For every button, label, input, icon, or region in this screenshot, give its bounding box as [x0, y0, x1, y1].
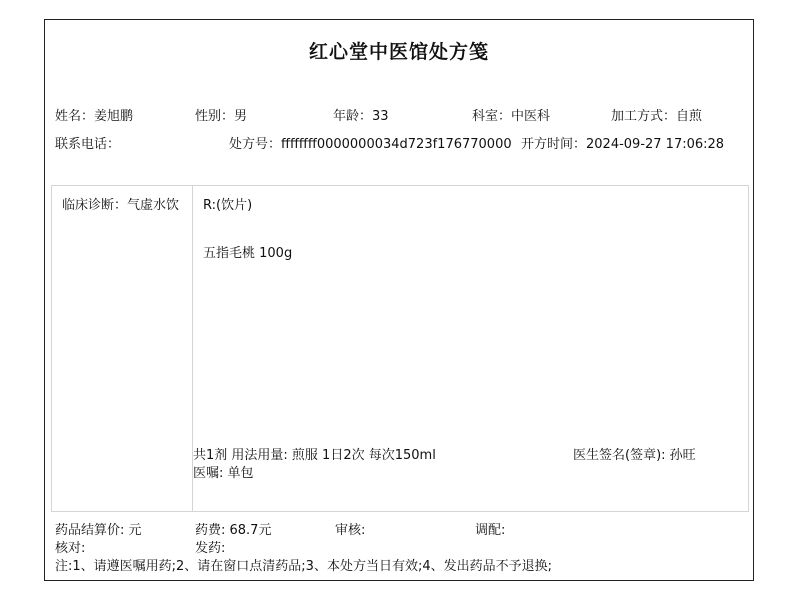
notes: 注:1、请遵医嘱用药;2、请在窗口点清药品;3、本处方当日有效;4、发出药品不予退换; [55, 559, 552, 574]
patient-name: 姓名：姜旭鹏 [55, 109, 134, 124]
settlement-price: 药品结算价: 元 [55, 523, 142, 538]
prescription-sheet [44, 19, 754, 581]
department: 科室：中医科 [472, 109, 551, 124]
check-field: 核对: [55, 541, 86, 556]
contact-phone: 联系电话： [55, 137, 121, 152]
medicine-fee: 药费: 68.7元 [195, 523, 272, 538]
prescription-box [51, 185, 749, 512]
rx-header: R:(饮片) [203, 198, 253, 213]
prescription-number: 处方号：ffffffff0000000034d723f176770000 [229, 137, 512, 152]
clinical-diagnosis: 临床诊断：气虚水饮 [62, 198, 180, 213]
prepare-field: 调配: [475, 523, 506, 538]
usage-instructions: 共1剂 用法用量: 煎服 1日2次 每次150ml [193, 448, 436, 463]
dispense-field: 发药: [195, 541, 226, 556]
patient-age: 年龄：33 [333, 109, 389, 124]
medical-advice: 医嘱: 单包 [193, 466, 254, 481]
patient-gender: 性别：男 [195, 109, 248, 124]
document-title: 红心堂中医馆处方笺 [308, 41, 489, 63]
doctor-signature: 医生签名(签章): 孙旺 [573, 448, 696, 463]
issue-time: 开方时间：2024-09-27 17:06:28 [521, 137, 725, 152]
review-field: 审核: [335, 523, 366, 538]
medicine-item: 五指毛桃 100g [203, 246, 293, 261]
processing-method: 加工方式：自煎 [611, 109, 703, 124]
